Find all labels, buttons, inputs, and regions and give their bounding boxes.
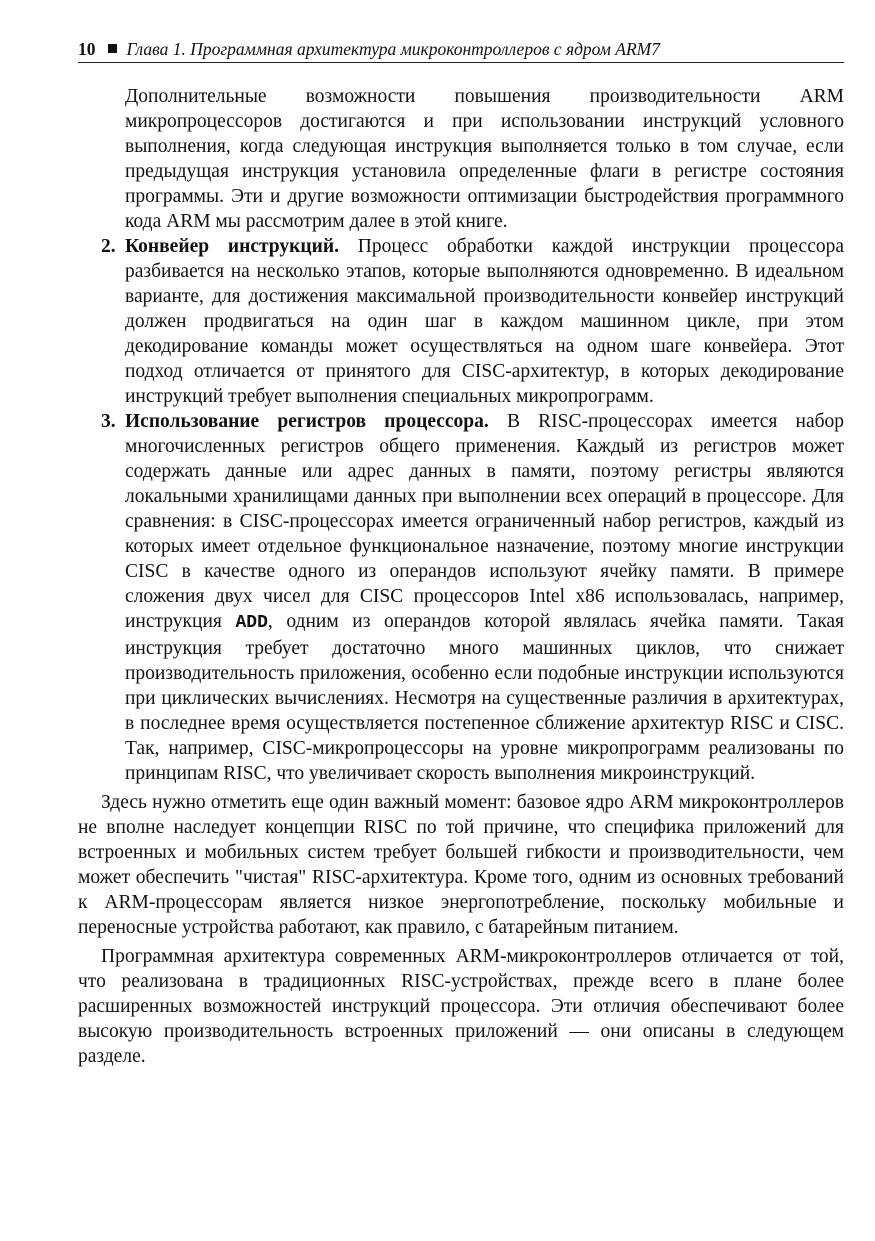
list-item-1-continuation: Дополнительные возможности повышения производительности ARM микропроцессоров достигаются и при использовании инструкций условного выполнения, когда следующая инструкция выполняется только в том случае, если предыдущая инструкция установила определенные флаги в регистре состояния программы. Эти и другие возможности оптимизации быстродействия программного кода ARM мы рассмотрим далее в этой книге. bbox=[125, 86, 844, 232]
header-square-bullet bbox=[108, 44, 117, 53]
list-number: 3. bbox=[101, 411, 116, 432]
list-item-title: Использование регистров процессора. bbox=[125, 411, 489, 432]
paragraph: Программная архитектура современных ARM-микроконтроллеров отличается от той, что реализована в традиционных RISC-устройствах, прежде всего в плане более расширенных возможностей инструкций процессора. Эти отличия обеспечивают более высокую производительность встроенных приложений — они описаны в следующем разделе. bbox=[78, 946, 844, 1067]
page-body bbox=[78, 84, 844, 1069]
list-item-text: , одним из операндов которой являлась ячейка памяти. Такая инструкция требует достаточно много машинных циклов, что снижает производительность приложения, особенно если подобные инструкции используются при циклических вычислениях. Несмотря на существенные различия в архитектурах, в последнее время осуществляется постепенное сближение архитектур RISC и CISC. Так, например, CISC-микропроцессоры на уровне микропрограмм реализованы по принципам RISC, что увеличивает скорость выполнения микроинструкций. bbox=[125, 611, 844, 784]
list-item-text: Процесс обработки каждой инструкции процессора разбивается на несколько этапов, которые выполняются одновременно. В идеальном варианте, для достижения максимальной производительности конвейер инструкций должен продвигаться на один шаг в каждом машинном цикле, при этом декодирование команды может осуществляться на одном шаге конвейера. Этот подход отличается от принятого для CISC-архитектур, в которых декодирование инструкций требует выполнения специальных микропрограмм. bbox=[125, 236, 845, 407]
list-item-title: Конвейер инструкций. bbox=[125, 236, 339, 257]
list-number: 2. bbox=[101, 236, 116, 257]
page-number: 10 bbox=[78, 39, 96, 59]
list-item-text: В RISC-процессорах имеется набор многочисленных регистров общего применения. Каждый из регистров может содержать данные или адрес данных в памяти, поэтому регистры являются локальными хранилищами данных при выполнении всех операций в процессоре. Для сравнения: в CISC-процессорах имеется ограниченный набор регистров, каждый из которых имеет отдельное функциональное назначение, поэтому многие инструкции CISC в качестве одного из операндов используют ячейку памяти. В примере сложения двух чисел для CISC процессоров Intel x86 использовалась, например, инструкция bbox=[125, 411, 845, 632]
list-item-2 bbox=[78, 234, 844, 409]
list-item-3 bbox=[78, 409, 844, 786]
paragraph: Здесь нужно отметить еще один важный момент: базовое ядро ARM микроконтроллеров не вполне наследует концепции RISC по той причине, что специфика приложений для встроенных и мобильных систем требует большей гибкости и производительности, чем может обеспечить "чистая" RISC-архитектура. Кроме того, одним из основных требований к ARM-процессорам является низкое энергопотребление, поскольку мобильные и переносные устройства работают, как правило, с батарейным питанием. bbox=[78, 792, 844, 938]
chapter-title: Глава 1. Программная архитектура микроконтроллеров с ядром ARM7 bbox=[126, 39, 661, 59]
running-header bbox=[78, 38, 844, 63]
inline-code: ADD bbox=[235, 613, 268, 633]
